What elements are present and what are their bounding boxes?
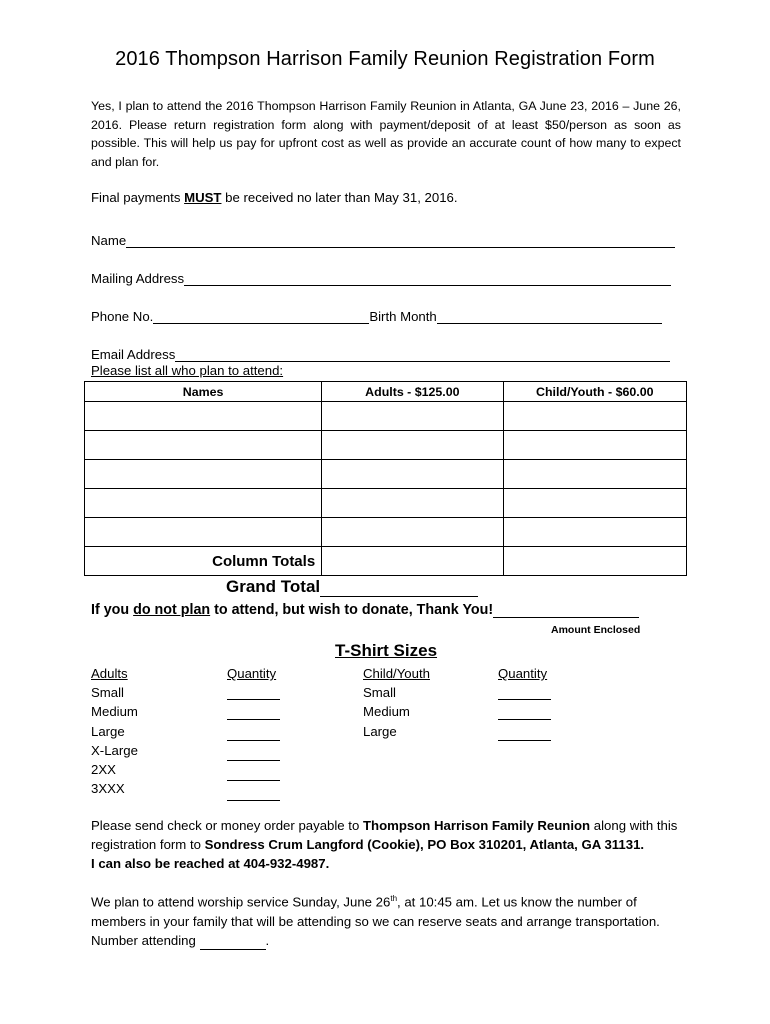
quantity-blank[interactable] [498, 683, 551, 700]
final-must: MUST [184, 190, 222, 205]
final-payment-note [91, 190, 458, 205]
size-item: Small [91, 685, 124, 701]
cell-child[interactable] [503, 431, 686, 460]
quantity-blank[interactable] [227, 703, 280, 720]
cell-name[interactable] [85, 431, 322, 460]
worship-pre: We plan to attend worship service Sunday, June 26 [91, 894, 391, 910]
cell-adults[interactable] [322, 431, 503, 460]
phone-birth-field [91, 306, 662, 324]
amount-enclosed-label: Amount Enclosed [551, 624, 641, 636]
child-total-cell[interactable] [503, 547, 686, 576]
email-label: Email Address [91, 347, 176, 362]
size-item: 3XXX [91, 781, 125, 797]
cell-adults[interactable] [322, 402, 503, 431]
name-input-line[interactable] [126, 233, 675, 248]
size-item: 2XX [91, 762, 116, 778]
email-field [91, 344, 670, 362]
mailing-input-line[interactable] [184, 271, 671, 286]
size-item: Large [363, 723, 397, 739]
worship-end: . [265, 932, 270, 948]
grand-total-line[interactable] [320, 580, 478, 597]
cell-adults[interactable] [322, 489, 503, 518]
size-item: Large [91, 723, 125, 739]
intro-paragraph: Yes, I plan to attend the 2016 Thompson Harrison Family Reunion in Atlanta, GA June 23, 2016 – June 26, 2016. Please return registration form along with payment/deposit of at least $50/person as soon as possible. This will help us pay for upfront cost as well as provide an accurate count of how many to expect and plan for. [91, 99, 681, 169]
table-row [85, 431, 687, 460]
worship-sup: th [390, 894, 398, 903]
birth-label: Birth Month [369, 309, 437, 324]
attendee-table [84, 381, 687, 576]
cell-child[interactable] [503, 518, 686, 547]
quantity-blank[interactable] [227, 784, 280, 801]
grand-total-label: Grand Total [226, 577, 321, 596]
final-post: be received no later than May 31, 2016. [221, 190, 458, 205]
table-header-row [85, 382, 687, 402]
final-pre: Final payments [91, 190, 185, 205]
donate-underlined: do not plan [133, 602, 211, 618]
child-quantity-column [498, 664, 551, 744]
table-row [85, 518, 687, 547]
size-item: Small [363, 685, 396, 701]
column-totals-label: Column Totals [85, 547, 322, 576]
worship-paragraph [91, 889, 691, 950]
table-row [85, 460, 687, 489]
grand-total [226, 577, 478, 597]
donation-amount-line[interactable] [493, 603, 639, 618]
adults-header: Adults [91, 666, 128, 681]
quantity-blank[interactable] [227, 744, 280, 761]
child-header: Child/Youth [363, 666, 430, 681]
name-label: Name [91, 233, 127, 248]
cell-adults[interactable] [322, 460, 503, 489]
tshirt-title: T-Shirt Sizes [335, 641, 438, 660]
quantity-blank[interactable] [498, 703, 551, 720]
send-address: Sondress Crum Langford (Cookie), PO Box 310201, Atlanta, GA 31131. [204, 837, 645, 853]
quantity-blank[interactable] [227, 724, 280, 741]
header-adults: Adults - $125.00 [322, 382, 503, 402]
header-child: Child/Youth - $60.00 [503, 382, 686, 402]
page-title: 2016 Thompson Harrison Family Reunion Registration Form [115, 48, 655, 70]
quantity-blank[interactable] [227, 764, 280, 781]
quantity-blank[interactable] [227, 683, 280, 700]
size-item: X-Large [91, 742, 138, 758]
send-mid: along with this registration form to [91, 818, 678, 853]
worship-post: , at 10:45 am. Let us know the number of members in your family that will be attending so we can reserve seats and arrange transportation. Number attending [91, 894, 660, 948]
send-phone: I can also be reached at 404-932-4987. [91, 856, 330, 872]
donate-pre: If you [91, 602, 134, 618]
payment-instructions [91, 816, 691, 874]
donate-post: to attend, but wish to donate, Thank You! [210, 602, 494, 618]
adult-quantity-column [227, 664, 280, 804]
phone-label: Phone No. [91, 309, 154, 324]
quantity-blank[interactable] [498, 724, 551, 741]
totals-row [85, 547, 687, 576]
table-row [85, 489, 687, 518]
cell-child[interactable] [503, 489, 686, 518]
send-pre: Please send check or money order payable to [91, 818, 363, 833]
cell-name[interactable] [85, 402, 322, 431]
cell-adults[interactable] [322, 518, 503, 547]
adult-quantity-header: Quantity [227, 666, 277, 681]
phone-input-line[interactable] [153, 309, 369, 324]
adult-sizes-column [91, 664, 138, 798]
table-row [85, 402, 687, 431]
attendee-list-heading: Please list all who plan to attend: [91, 363, 284, 378]
number-attending-line[interactable] [200, 936, 266, 950]
child-quantity-header: Quantity [498, 666, 548, 681]
cell-name[interactable] [85, 518, 322, 547]
cell-child[interactable] [503, 460, 686, 489]
birth-input-line[interactable] [437, 309, 662, 324]
send-payee: Thompson Harrison Family Reunion [362, 818, 591, 833]
header-names: Names [85, 382, 322, 402]
cell-name[interactable] [85, 460, 322, 489]
name-field [91, 230, 675, 248]
size-item: Medium [91, 704, 138, 720]
size-item: Medium [363, 704, 410, 720]
child-sizes-column [363, 664, 430, 741]
mailing-field [91, 268, 671, 286]
email-input-line[interactable] [175, 347, 670, 362]
mailing-label: Mailing Address [91, 271, 185, 286]
cell-child[interactable] [503, 402, 686, 431]
cell-name[interactable] [85, 489, 322, 518]
adults-total-cell[interactable] [322, 547, 503, 576]
donation-line [91, 602, 639, 618]
